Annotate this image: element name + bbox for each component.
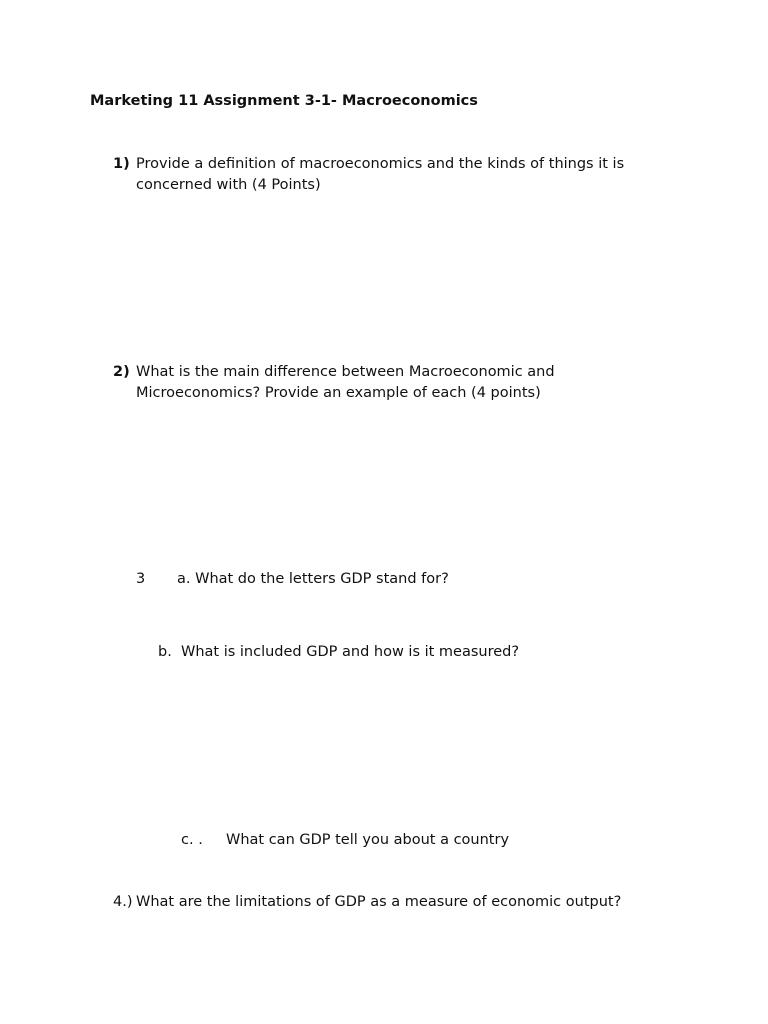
question-3b-marker: b. (158, 644, 172, 660)
question-3a-text: a. What do the letters GDP stand for? (177, 571, 449, 587)
question-1-text-line-1: Provide a definition of macroeconomics and the kinds of things it is (136, 156, 625, 172)
question-3c-text: What can GDP tell you about a country (226, 832, 510, 848)
question-3c-marker: c. . (181, 832, 203, 848)
question-3-number: 3 (136, 571, 146, 587)
question-2-text-line-2: Microeconomics? Provide an example of each (4 points) (136, 385, 541, 401)
question-2-number: 2) (113, 364, 130, 380)
question-4-number: 4.) (113, 894, 133, 910)
question-1-number: 1) (113, 156, 130, 172)
question-3b-text: What is included GDP and how is it measured? (181, 644, 520, 660)
question-1-text-line-2: concerned with (4 Points) (136, 177, 321, 193)
question-2-text-line-1: What is the main difference between Macroeconomic and (136, 364, 555, 380)
question-4-text: What are the limitations of GDP as a measure of economic output? (136, 894, 622, 910)
page-title: Marketing 11 Assignment 3-1- Macroeconomics (90, 93, 478, 109)
